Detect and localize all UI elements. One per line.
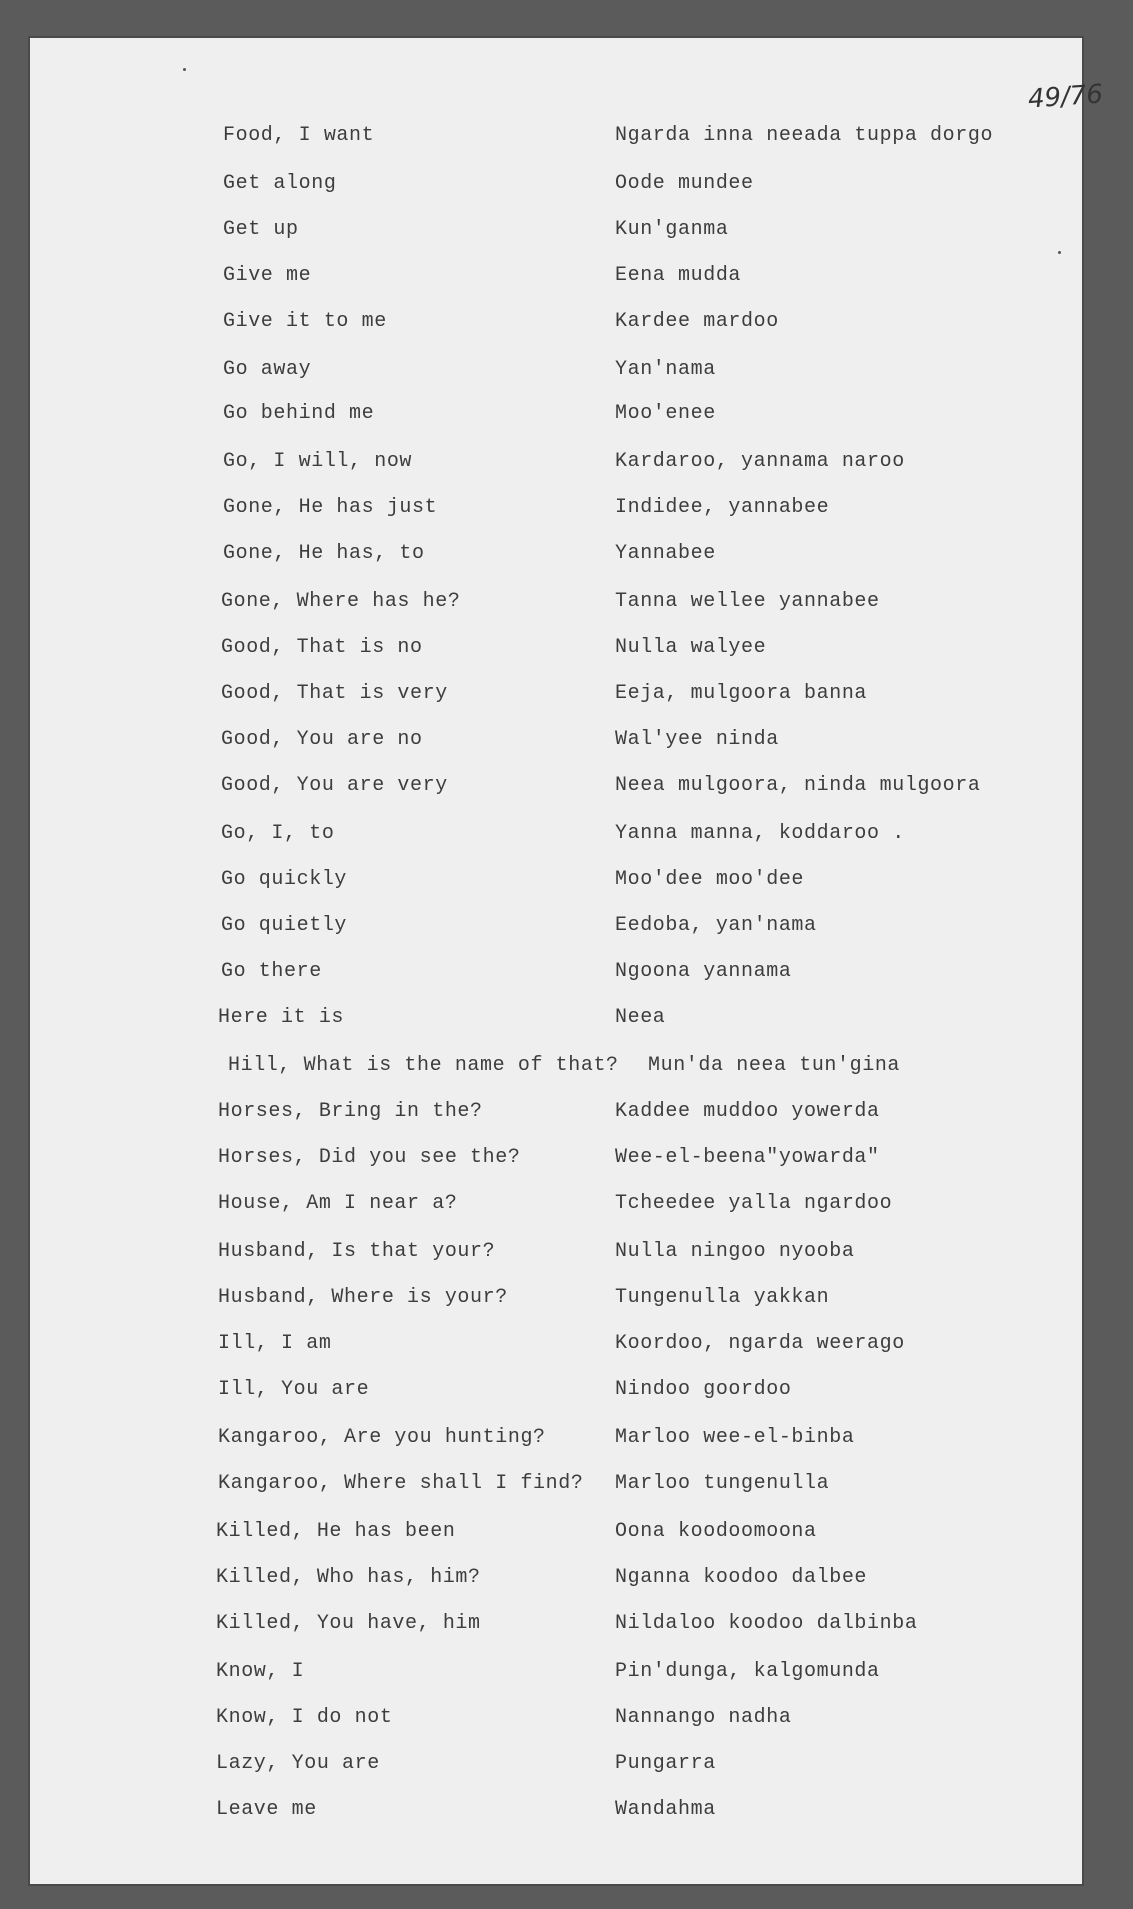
- vocab-entry: [28, 682, 1084, 722]
- english-phrase: Gone, He has just: [223, 496, 438, 519]
- english-phrase: Good, That is very: [221, 682, 448, 705]
- english-phrase: Go, I will, now: [223, 450, 413, 473]
- aboriginal-translation: Nildaloo koodoo dalbinba: [615, 1612, 918, 1635]
- english-phrase: Lazy, You are: [216, 1752, 380, 1775]
- vocab-entry: [28, 774, 1084, 814]
- english-phrase: Ill, I am: [218, 1332, 332, 1355]
- aboriginal-translation: Kardaroo, yannama naroo: [615, 450, 905, 473]
- english-phrase: Good, You are no: [221, 728, 423, 751]
- aboriginal-translation: Moo'enee: [615, 402, 716, 425]
- english-phrase: Here it is: [218, 1006, 345, 1029]
- vocab-entry: [28, 1706, 1084, 1746]
- aboriginal-translation: Eena mudda: [615, 264, 742, 287]
- vocab-entry: [28, 1752, 1084, 1792]
- english-phrase: Go there: [221, 960, 322, 983]
- vocab-entry: [28, 1660, 1084, 1700]
- english-phrase: Gone, He has, to: [223, 542, 425, 565]
- aboriginal-translation: Koordoo, ngarda weerago: [615, 1332, 905, 1355]
- aboriginal-translation: Ngarda inna neeada tuppa dorgo: [615, 124, 994, 147]
- vocab-entry: [28, 1520, 1084, 1560]
- vocab-entry: [28, 542, 1084, 582]
- vocab-entry: [28, 1192, 1084, 1232]
- aboriginal-translation: Nindoo goordoo: [615, 1378, 792, 1401]
- typescript-page: [28, 36, 1104, 1886]
- vocab-entry: [28, 1426, 1084, 1466]
- vocab-entry: [28, 1566, 1084, 1606]
- vocabulary-list: [28, 36, 1084, 1886]
- english-phrase: Husband, Where is your?: [218, 1286, 508, 1309]
- aboriginal-translation: Ngoona yannama: [615, 960, 792, 983]
- english-phrase: Go quietly: [221, 914, 348, 937]
- vocab-entry: [28, 172, 1084, 212]
- english-phrase: Get along: [223, 172, 337, 195]
- aboriginal-translation: Pin'dunga, kalgomunda: [615, 1660, 880, 1683]
- english-phrase: Food, I want: [223, 124, 375, 147]
- vocab-entry: [28, 590, 1084, 630]
- vocab-entry: [28, 1240, 1084, 1280]
- english-phrase: Killed, You have, him: [216, 1612, 481, 1635]
- english-phrase: Give me: [223, 264, 312, 287]
- vocab-entry: [28, 1378, 1084, 1418]
- aboriginal-translation: Neea mulgoora, ninda mulgoora: [615, 774, 981, 797]
- vocab-entry: [28, 264, 1084, 304]
- aboriginal-translation: Neea: [615, 1006, 666, 1029]
- vocab-entry: [28, 1472, 1084, 1512]
- vocab-entry: [28, 218, 1084, 258]
- aboriginal-translation: Marloo wee-el-binba: [615, 1426, 855, 1449]
- vocab-entry: [28, 1286, 1084, 1326]
- english-phrase: Go quickly: [221, 868, 348, 891]
- vocab-entry: [28, 1100, 1084, 1140]
- english-phrase: Horses, Did you see the?: [218, 1146, 521, 1169]
- aboriginal-translation: Tungenulla yakkan: [615, 1286, 830, 1309]
- aboriginal-translation: Oode mundee: [615, 172, 754, 195]
- aboriginal-translation: Wee-el-beena"yowarda": [615, 1146, 880, 1169]
- vocab-entry: [28, 822, 1084, 862]
- aboriginal-translation: Nganna koodoo dalbee: [615, 1566, 868, 1589]
- english-phrase: Know, I: [216, 1660, 305, 1683]
- aboriginal-translation: Marloo tungenulla: [615, 1472, 830, 1495]
- aboriginal-translation: Tcheedee yalla ngardoo: [615, 1192, 893, 1215]
- aboriginal-translation: Oona koodoomoona: [615, 1520, 817, 1543]
- aboriginal-translation: Yanna manna, koddaroo .: [615, 822, 905, 845]
- english-phrase: Kangaroo, Are you hunting?: [218, 1426, 546, 1449]
- english-phrase: Good, You are very: [221, 774, 448, 797]
- vocab-entry: [28, 402, 1084, 442]
- aboriginal-translation: Wal'yee ninda: [615, 728, 779, 751]
- aboriginal-translation: Pungarra: [615, 1752, 716, 1775]
- aboriginal-translation: Nulla walyee: [615, 636, 767, 659]
- english-phrase: Go behind me: [223, 402, 375, 425]
- english-phrase: Killed, He has been: [216, 1520, 456, 1543]
- english-phrase: Killed, Who has, him?: [216, 1566, 481, 1589]
- english-phrase: Horses, Bring in the?: [218, 1100, 483, 1123]
- vocab-entry: [28, 1146, 1084, 1186]
- aboriginal-translation: Tanna wellee yannabee: [615, 590, 880, 613]
- english-phrase: Go, I, to: [221, 822, 335, 845]
- vocab-entry: [28, 914, 1084, 954]
- vocab-entry: [28, 1006, 1084, 1046]
- english-phrase: Know, I do not: [216, 1706, 393, 1729]
- english-phrase: Hill, What is the name of that?: [228, 1054, 619, 1077]
- vocab-entry: [28, 1054, 1084, 1094]
- english-phrase: Go away: [223, 358, 312, 381]
- english-phrase: Ill, You are: [218, 1378, 370, 1401]
- vocab-entry: [28, 636, 1084, 676]
- aboriginal-translation: Kaddee muddoo yowerda: [615, 1100, 880, 1123]
- english-phrase: House, Am I near a?: [218, 1192, 458, 1215]
- vocab-entry: [28, 960, 1084, 1000]
- vocab-entry: [28, 358, 1084, 398]
- aboriginal-translation: Yan'nama: [615, 358, 716, 381]
- vocab-entry: [28, 728, 1084, 768]
- aboriginal-translation: Wandahma: [615, 1798, 716, 1821]
- aboriginal-translation: Kardee mardoo: [615, 310, 779, 333]
- english-phrase: Gone, Where has he?: [221, 590, 461, 613]
- vocab-entry: [28, 868, 1084, 908]
- english-phrase: Kangaroo, Where shall I find?: [218, 1472, 584, 1495]
- vocab-entry: [28, 1332, 1084, 1372]
- aboriginal-translation: Nannango nadha: [615, 1706, 792, 1729]
- aboriginal-translation: Mun'da neea tun'gina: [648, 1054, 901, 1077]
- vocab-entry: [28, 496, 1084, 536]
- english-phrase: Get up: [223, 218, 299, 241]
- vocab-entry: [28, 450, 1084, 490]
- aboriginal-translation: Eedoba, yan'nama: [615, 914, 817, 937]
- aboriginal-translation: Moo'dee moo'dee: [615, 868, 805, 891]
- english-phrase: Husband, Is that your?: [218, 1240, 496, 1263]
- vocab-entry: [28, 124, 1084, 164]
- aboriginal-translation: Kun'ganma: [615, 218, 729, 241]
- english-phrase: Leave me: [216, 1798, 317, 1821]
- english-phrase: Give it to me: [223, 310, 387, 333]
- page-number: 49/76: [1027, 79, 1104, 115]
- aboriginal-translation: Nulla ningoo nyooba: [615, 1240, 855, 1263]
- aboriginal-translation: Eeja, mulgoora banna: [615, 682, 868, 705]
- vocab-entry: [28, 1798, 1084, 1838]
- vocab-entry: [28, 310, 1084, 350]
- aboriginal-translation: Indidee, yannabee: [615, 496, 830, 519]
- aboriginal-translation: Yannabee: [615, 542, 716, 565]
- vocab-entry: [28, 1612, 1084, 1652]
- english-phrase: Good, That is no: [221, 636, 423, 659]
